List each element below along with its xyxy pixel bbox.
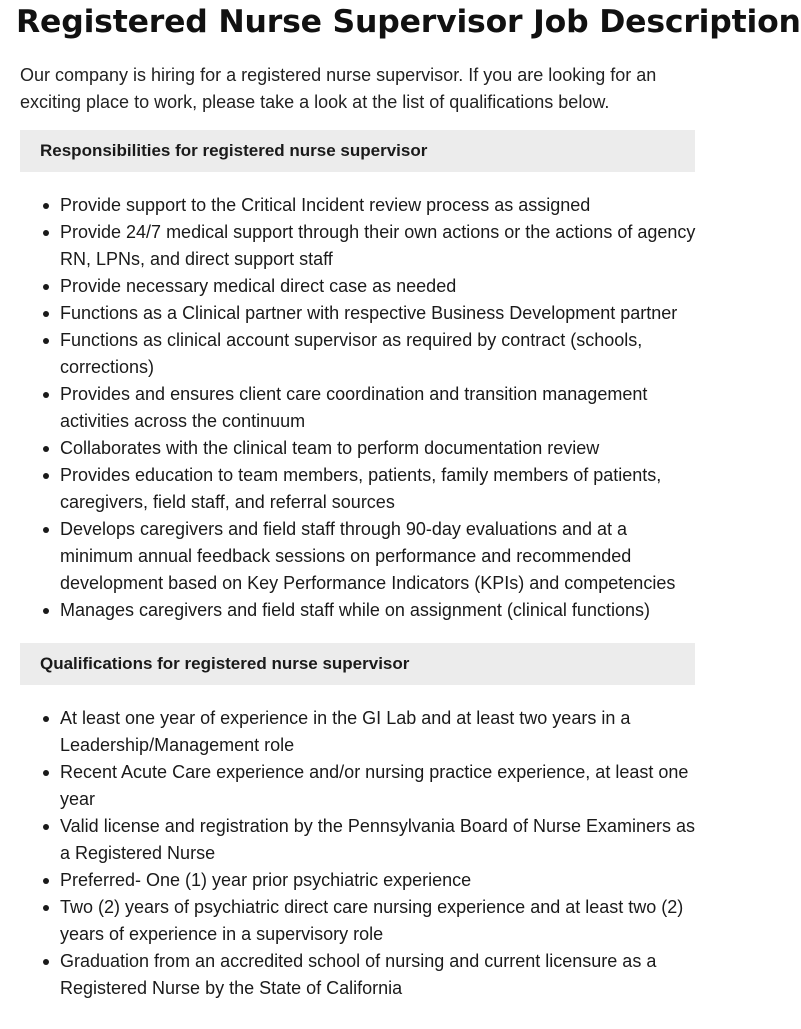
list-item-text: Graduation from an accredited school of nursing and current licensure as a Registered Nurse by the State of California <box>60 951 657 998</box>
bullet-icon <box>43 716 49 722</box>
qualifications-list <box>20 705 700 1002</box>
bullet-icon <box>43 446 49 452</box>
list-item <box>60 813 700 867</box>
page-title: Registered Nurse Supervisor Job Description <box>16 4 801 40</box>
list-item <box>60 516 700 597</box>
list-item-text: Preferred- One (1) year prior psychiatric experience <box>60 870 472 890</box>
list-item <box>60 462 700 516</box>
list-item-text: Provide support to the Critical Incident review process as assigned <box>60 195 591 215</box>
responsibilities-list <box>20 192 700 624</box>
responsibilities-heading: Responsibilities for registered nurse supervisor <box>20 130 695 172</box>
list-item <box>60 705 700 759</box>
list-item <box>60 273 700 300</box>
list-item <box>60 867 700 894</box>
bullet-icon <box>43 824 49 830</box>
bullet-icon <box>43 338 49 344</box>
list-item <box>60 219 700 273</box>
list-item <box>60 759 700 813</box>
list-item-text: Functions as a Clinical partner with respective Business Development partner <box>60 303 678 323</box>
bullet-icon <box>43 473 49 479</box>
list-item-text: Recent Acute Care experience and/or nursing practice experience, at least one year <box>60 762 689 809</box>
bullet-icon <box>43 284 49 290</box>
qualifications-heading: Qualifications for registered nurse supervisor <box>20 643 695 685</box>
list-item-text: Functions as clinical account supervisor as required by contract (schools, corrections) <box>60 330 643 377</box>
bullet-icon <box>43 527 49 533</box>
list-item-text: Collaborates with the clinical team to perform documentation review <box>60 438 600 458</box>
bullet-icon <box>43 230 49 236</box>
list-item <box>60 192 700 219</box>
list-item-text: Provides and ensures client care coordination and transition management activities across the continuum <box>60 384 648 431</box>
list-item-text: Two (2) years of psychiatric direct care nursing experience and at least two (2) years of experience in a supervisory role <box>60 897 684 944</box>
list-item <box>60 381 700 435</box>
list-item <box>60 327 700 381</box>
bullet-icon <box>43 608 49 614</box>
bullet-icon <box>43 311 49 317</box>
list-item <box>60 894 700 948</box>
bullet-icon <box>43 203 49 209</box>
list-item-text: Manages caregivers and field staff while on assignment (clinical functions) <box>60 600 650 620</box>
list-item-text: Develops caregivers and field staff through 90-day evaluations and at a minimum annual feedback sessions on performance and recommended development based on Key Performance Indicators (KPIs) and competencies <box>60 519 676 593</box>
list-item <box>60 597 700 624</box>
list-item <box>60 300 700 327</box>
bullet-icon <box>43 770 49 776</box>
list-item-text: Valid license and registration by the Pennsylvania Board of Nurse Examiners as a Registered Nurse <box>60 816 696 863</box>
bullet-icon <box>43 392 49 398</box>
bullet-icon <box>43 905 49 911</box>
list-item <box>60 948 700 1002</box>
bullet-icon <box>43 878 49 884</box>
list-item-text: Provide necessary medical direct case as needed <box>60 276 457 296</box>
intro-paragraph: Our company is hiring for a registered nurse supervisor. If you are looking for an exciting place to work, please take a look at the list of qualifications below. <box>20 65 657 112</box>
bullet-icon <box>43 959 49 965</box>
list-item <box>60 435 700 462</box>
list-item-text: Provide 24/7 medical support through their own actions or the actions of agency RN, LPNs, and direct support staff <box>60 222 696 269</box>
list-item-text: Provides education to team members, patients, family members of patients, caregivers, field staff, and referral sources <box>60 465 662 512</box>
list-item-text: At least one year of experience in the GI Lab and at least two years in a Leadership/Management role <box>60 708 631 755</box>
